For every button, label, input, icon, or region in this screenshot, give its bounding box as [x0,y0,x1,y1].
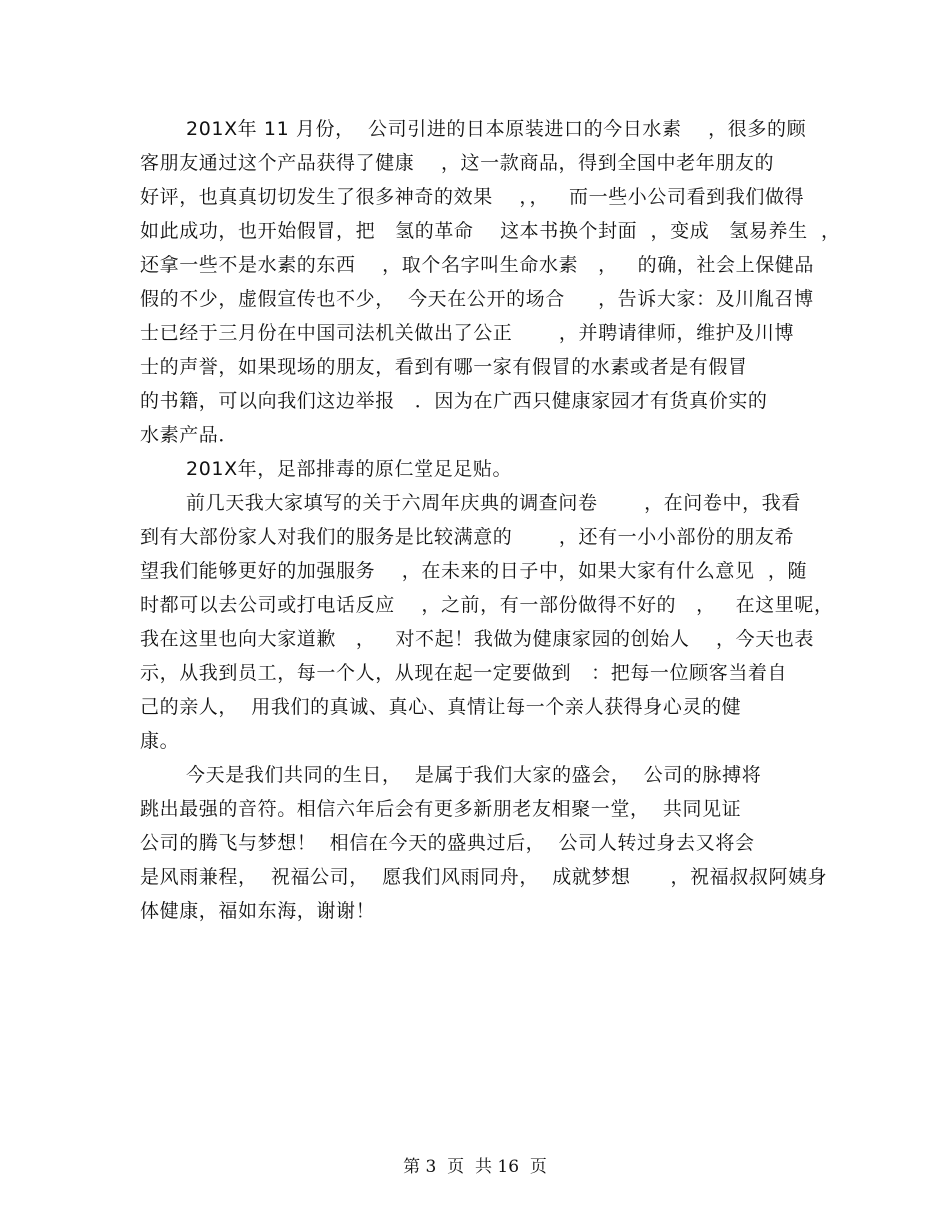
text-line: 望我们能够更好的加强服务 ，在未来的日子中，如果大家有什么意见 ，随 [140,560,808,582]
text-line: 水素产品． [140,424,239,446]
text-line: 公司的腾飞与梦想！ 相信在今天的盛典过后， 公司人转过身去又将会 [140,832,755,854]
text-line: 还拿一些不是水素的东西 ，取个名字叫生命水素 ， 的确，社会上保健品 [140,254,814,276]
page-number-footer: 第 3 页 共 16 页 [403,1157,547,1177]
text-line: 201X年，足部排毒的原仁堂足足贴。 [186,458,513,480]
text-line: 我在这里也向大家道歉 ， 对不起！我做为健康家园的创始人 ，今天也表 [140,628,814,650]
text-line: 康。 [140,730,180,752]
text-line: 是风雨兼程， 祝福公司， 愿我们风雨同舟， 成就梦想 ，祝福叔叔阿姨身 [140,866,828,888]
document-body [140,112,841,928]
text-line: 跳出最强的音符。相信六年后会有更多新朋老友相聚一堂， 共同见证 [140,798,742,820]
text-line: 示，从我到员工，每一个人，从现在起一定要做到 ：把每一位顾客当着自 [140,662,788,684]
text-line: 时都可以去公司或打电话反应 ，之前，有一部份做得不好的 ， 在这里呢， [140,594,834,616]
text-line: 己的亲人， 用我们的真诚、真心、真情让每一个亲人获得身心灵的健 [140,696,742,718]
text-line: 今天是我们共同的生日， 是属于我们大家的盛会， 公司的脉搏将 [186,764,762,786]
text-line: 好评，也真真切切发生了很多神奇的效果 ，， 而一些小公司看到我们做得 [140,186,805,208]
text-line: 到有大部份家人对我们的服务是比较满意的 ，还有一小小部份的朋友希 [140,526,795,548]
text-line: 的书籍，可以向我们这边举报 ．因为在广西只健康家园才有货真价实的 [140,390,768,412]
text-line: 士的声誉，如果现场的朋友，看到有哪一家有假冒的水素或者是有假冒 [140,356,748,378]
text-line: 体健康，福如东海，谢谢！ [140,900,376,922]
text-line: 201X年 11 月份， 公司引进的日本原装进口的今日水素 ，很多的顾 [186,118,807,140]
text-line: 客朋友通过这个产品获得了健康 ，这一款商品，得到全国中老年朋友的 [140,152,775,174]
text-line: 如此成功，也开始假冒，把 氢的革命 这本书换个封面 ，变成 氢易养生 ， [140,220,841,242]
text-line: 士已经于三月份在中国司法机关做出了公正 ，并聘请律师，维护及川博 [140,322,795,344]
text-line: 假的不少，虚假宣传也不少， 今天在公开的场合 ，告诉大家：及川胤召博 [140,288,814,310]
text-line: 前几天我大家填写的关于六周年庆典的调查问卷 ，在问卷中，我看 [186,492,801,514]
